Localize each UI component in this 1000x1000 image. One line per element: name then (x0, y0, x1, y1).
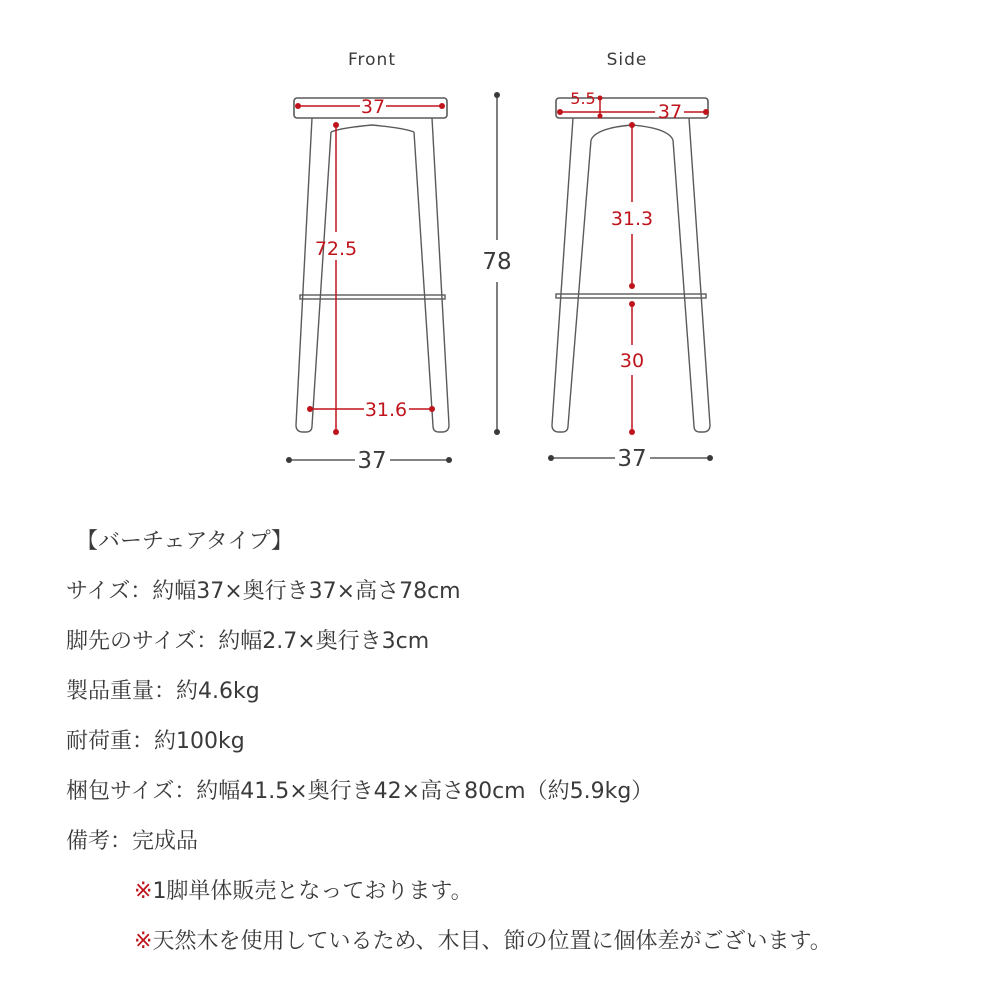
spec-leg-size: 脚先のサイズ：約幅2.7×奥行き3cm (66, 629, 430, 654)
dimension-diagram (0, 0, 1000, 480)
spec-size: サイズ：約幅37×奥行き37×高さ78cm (66, 579, 461, 604)
side-view-title: Side (606, 50, 648, 70)
side-base-depth-label: 37 (617, 446, 647, 472)
side-seat-to-rung-label: 31.3 (610, 208, 654, 230)
side-seat-thickness-label: 5.5 (570, 89, 596, 108)
spec-weight: 製品重量：約4.6kg (66, 679, 260, 704)
spec-list (66, 517, 986, 967)
side-seat-depth-label: 37 (657, 101, 683, 123)
front-seat-height-label: 72.5 (314, 238, 358, 260)
front-foot-span-label: 31.6 (364, 399, 408, 421)
front-base-width-label: 37 (357, 448, 387, 474)
front-stool-outline (294, 98, 449, 432)
front-view-title: Front (348, 50, 396, 70)
spec-note-single (66, 867, 986, 917)
spec-note-wood (66, 917, 986, 967)
side-rung-height-label: 30 (619, 350, 645, 372)
spec-load-capacity: 耐荷重：約100kg (66, 729, 245, 754)
note-mark: ※ (134, 929, 153, 954)
spec-remarks: 備考：完成品 (66, 829, 199, 854)
note-text: 天然木を使用しているため、木目、節の位置に個体差がございます。 (152, 929, 832, 954)
side-stool-outline (552, 98, 710, 432)
note-mark: ※ (134, 879, 153, 904)
spec-package-size: 梱包サイズ：約幅41.5×奥行き42×高さ80cm（約5.9kg） (66, 779, 654, 804)
total-height-label: 78 (482, 249, 512, 275)
note-text: 1脚単体販売となっております。 (152, 879, 473, 904)
front-seat-width-label: 37 (360, 96, 386, 118)
spec-heading: 【バーチェアタイプ】 (76, 529, 293, 554)
